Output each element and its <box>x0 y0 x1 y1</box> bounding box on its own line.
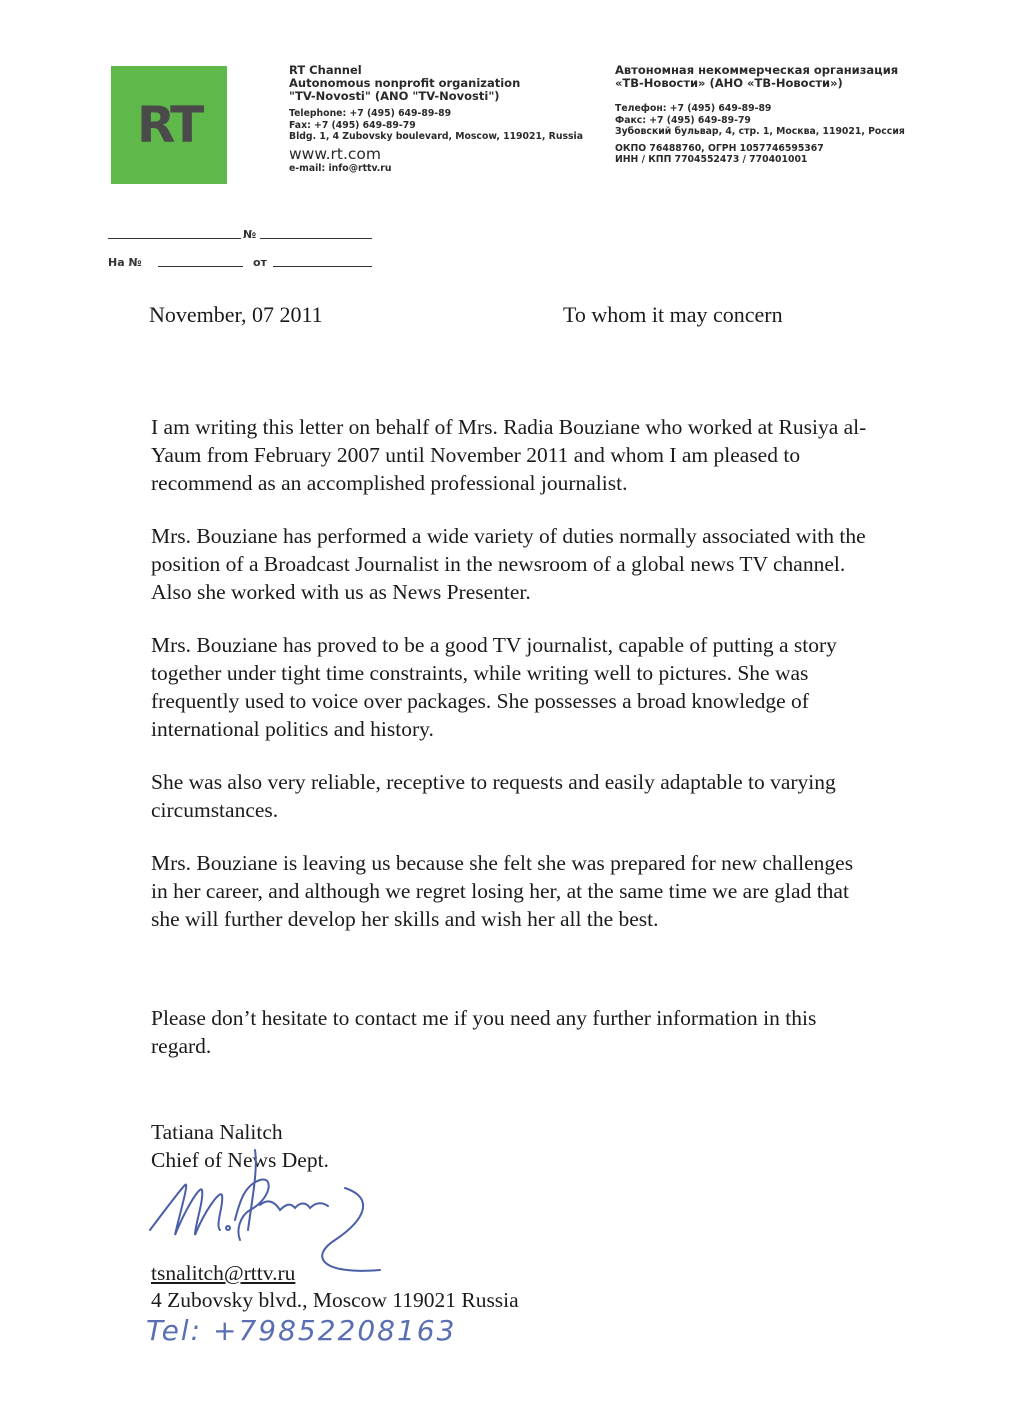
address-ru: Зубовский бульвар, 4, стр. 1, Москва, 119021, Россия <box>615 126 905 137</box>
paragraph: Mrs. Bouziane has proved to be a good TV journalist, capable of putting a story together under tight time constraints, while writing well to pictures. She was frequently used to voice over packages. She possesses a broad knowledge of international politics and history. <box>151 633 837 741</box>
handwritten-phone: Tel: +79852208163 <box>146 1314 457 1347</box>
in-reply-line <box>158 266 243 267</box>
logo-text: RT <box>136 96 202 154</box>
paragraph: Mrs. Bouziane is leaving us because she felt she was prepared for new challenges in her career, and although we regret losing her, at the same time we are glad that she will further develop her skills and wish her all the best. <box>151 851 854 931</box>
signer-name: Tatiana Nalitch <box>151 1120 283 1144</box>
salutation: To whom it may concern <box>563 302 783 327</box>
rt-logo <box>111 66 227 184</box>
company-type-ru: Автономная некоммерческая организация <box>615 63 899 77</box>
signer-email-link[interactable]: tsnalitch@rttv.ru <box>151 1261 296 1285</box>
company-name-ru: «ТВ-Новости» (АНО «ТВ-Новости») <box>615 76 843 90</box>
in-reply-label: На № <box>108 256 142 269</box>
reference-fields <box>108 226 378 271</box>
letterhead-russian <box>615 64 905 166</box>
fax-ru: Факс: +7 (495) 649-89-79 <box>615 114 751 126</box>
address: Bldg. 1, 4 Zubovsky boulevard, Moscow, 119021, Russia <box>289 131 583 142</box>
number-label: № <box>243 228 257 241</box>
paragraph: Mrs. Bouziane has performed a wide variety of duties normally associated with the position of a Broadcast Journalist in the newsroom of a global news TV channel. Also she worked with us as News Presenter. <box>151 524 866 604</box>
website-link[interactable]: www.rt.com <box>289 144 382 163</box>
inn: ИНН / КПП 7704552473 / 770401001 <box>615 154 808 165</box>
closing-paragraph: Please don’t hesitate to contact me if you need any further information in this regard. <box>151 1006 817 1058</box>
signer-address: 4 Zubovsky blvd., Moscow 119021 Russia <box>151 1288 519 1312</box>
paragraph: I am writing this letter on behalf of Mrs. Radia Bouziane who worked at Rusiya al- Yaum from February 2007 until November 2011 and whom I am pleased to recommend as an accomplished professional journalist. <box>151 415 867 495</box>
reference-line <box>108 238 241 239</box>
handwritten-signature <box>140 1110 400 1280</box>
okpo: ОКПО 76488760, ОГРН 1057746595367 <box>615 142 824 154</box>
fax: Fax: +7 (495) 649-89-79 <box>289 119 416 131</box>
company-name: RT Channel <box>289 63 362 77</box>
email-link[interactable]: e-mail: info@rttv.ru <box>289 162 392 174</box>
telephone: Telephone: +7 (495) 649-89-89 <box>289 108 452 119</box>
date-from-label: от <box>253 256 267 269</box>
date-from-line <box>273 266 372 267</box>
letter-date: November, 07 2011 <box>149 302 323 327</box>
letter-body <box>151 413 971 958</box>
signer-title: Chief of News Dept. <box>151 1148 329 1172</box>
paragraph: She was also very reliable, receptive to requests and easily adaptable to varying circumstances. <box>151 770 836 822</box>
company-short-name: "TV-Novosti" (ANO "TV-Novosti") <box>289 89 500 103</box>
number-line <box>260 238 372 239</box>
company-type: Autonomous nonprofit organization <box>289 76 521 90</box>
letterhead-english <box>289 64 583 174</box>
telephone-ru: Телефон: +7 (495) 649-89-89 <box>615 103 772 114</box>
